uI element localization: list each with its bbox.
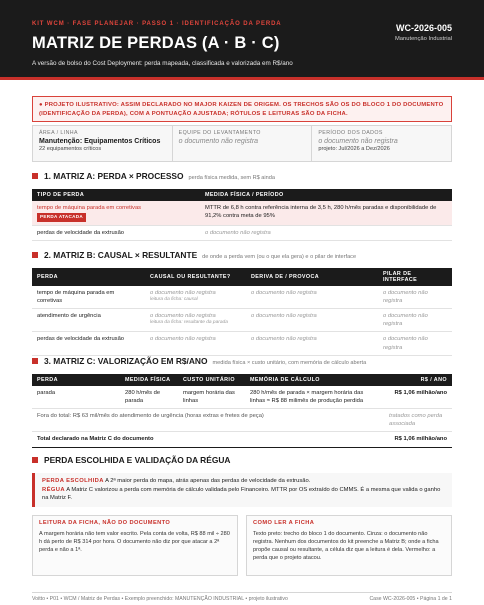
table-cell: tratados como perda associada [384,409,452,432]
total-row [32,432,452,447]
meta-panel [32,125,452,162]
matrix-a-table [32,189,452,241]
ruler-label: RÉGUA [42,486,65,493]
table-cell: R$ 1,06 milhão/ano [384,386,452,409]
column-header: R$ / ANO [384,374,452,386]
meta-team [173,126,313,161]
table-cell: o documento não registra [200,225,452,240]
meta-period [312,126,451,161]
section-heading-b [32,250,356,260]
attacked-loss-badge: PERDA ATACADA [37,213,86,221]
table-cell: Total declarado na Matriz C do documento [32,432,384,447]
ruler-text: A Matriz C valorizou a perda com memória de cálculo validada pelo Financeiro. MTTR por OS extraído do CMMS. É a mesma que valida o ganho na Matriz F. [42,486,441,502]
meta-label: PERÍODO DOS DADOS [318,130,383,136]
column-header: MEDIDA FÍSICA [120,374,178,386]
table-row [32,409,452,432]
table-cell: Fora do total: R$ 63 mil/mês do atendimento de urgência (horas extras e fretes de peça) [32,409,384,432]
cell-value: o documento não registra [150,290,216,296]
ruler-line [42,486,445,503]
illustrative-warning: ● PROJETO ILUSTRATIVO: ASSIM DECLARADO NO MAJOR KAIZEN DE ORIGEM. OS TRECHOS SÃO OS DO BLOCO 1 DO DOCUMENTO (IDENTIFICAÇÃO DA PERDA), COM A PONTUAÇÃO AJUSTADA; RÓTULOS E LEITURAS SÃO DA FICHA. [32,96,452,122]
page-subtitle: A versão de bolso do Cost Deployment: perda mapeada, classificada e valorizada em R$/ano [32,60,293,67]
document-area: Manutenção Industrial [394,36,452,42]
section-marker [32,358,38,364]
table-header [32,189,452,201]
table-cell: parada [32,386,120,409]
header [0,0,484,80]
table-cell: o documento não registra [145,332,246,355]
table-header [32,268,452,286]
section-marker [32,173,38,179]
column-header: CUSTO UNITÁRIO [178,374,245,386]
table-cell: perdas de velocidade da extrusão [32,225,200,240]
table-cell: 280 h/mês de parada × margem horária das linhas ≈ R$ 88 milimês de produção perdida [245,386,384,409]
section-title: 3. MATRIZ C: VALORIZAÇÃO EM R$/ANO [44,356,208,366]
table-cell: o documento não registra [378,332,452,355]
meta-area [33,126,173,161]
meta-note: projeto: Jul/2026 a Dez/2026 [318,146,390,152]
column-header: MEMÓRIA DE CÁLCULO [245,374,384,386]
column-header: CAUSAL OU RESULTANTE? [145,268,246,286]
meta-label: EQUIPE DO LEVANTAMENTO [178,130,261,136]
table-row [32,286,452,309]
table-cell: o documento não registra [378,309,452,332]
footer [32,592,452,602]
table-header [32,374,452,386]
table-cell: MTTR de 6,8 h contra referência interna de 3,5 h, 280 h/mês paradas e disponibilidade de 91,2% contra meta de 95% [200,201,452,225]
table-cell: perdas de velocidade da extrusão [32,332,145,355]
section-note: perda física medida, sem R$ ainda [188,175,275,181]
table-cell: o documento não registra [246,309,378,332]
table-row [32,201,452,225]
table-row [32,332,452,355]
section-marker [32,252,38,258]
table-cell: margem horária das linhas [178,386,245,409]
column-header: PILAR DE INTERFACE [378,268,452,286]
table-cell: tempo de máquina parada em corretivas [32,286,145,309]
cell-note: leitura da ficha: resultante da parada [150,320,228,326]
column-header: DERIVA DE / PROVOCA [246,268,378,286]
section-note: medida física × custo unitário, com memória de cálculo aberta [212,360,367,366]
chosen-label: PERDA ESCOLHIDA [42,478,104,484]
meta-value: o documento não registra [178,138,259,145]
meta-note: 22 equipamentos críticos [39,146,102,152]
meta-value: o documento não registra [318,138,398,145]
footer-right: Case WC-2026-005 • Página 1 de 1 [369,596,452,602]
table-cell [32,201,200,225]
chosen-line [42,477,445,486]
footer-left: Voitto • P01 • WCM / Matriz de Perdas • Exemplo preenchido: MANUTENÇÃO INDUSTRIAL • projeto ilustrativo [32,596,288,602]
table-cell: R$ 1,06 milhão/ano [384,432,452,447]
section-marker [32,457,38,463]
reading-note-box [32,515,238,576]
table-cell: o documento não registra [246,286,378,309]
column-header: TIPO DE PERDA [32,189,200,201]
section-title: PERDA ESCOLHIDA E VALIDAÇÃO DA RÉGUA [44,455,231,465]
table-cell: o documento não registra [246,332,378,355]
table-cell [145,309,246,332]
page-title: MATRIZ DE PERDAS (A · B · C) [32,34,280,52]
column-header: PERDA [32,374,120,386]
box-title: COMO LER A FICHA [253,520,315,526]
section-title: 1. MATRIZ A: PERDA × PROCESSO [44,171,184,181]
matrix-c-table [32,374,452,448]
table-row [32,309,452,332]
section-note: de onde a perda vem (ou o que ela gera) e o pilar de interface [202,254,357,260]
section-heading-a [32,171,275,181]
table-cell [145,286,246,309]
how-to-read-box [246,515,452,576]
loss-type: tempo de máquina parada em corretivas [37,205,142,211]
box-text: Texto preto: trecho do bloco 1 do documento. Cinza: o documento não registra. Nenhum dos documentos do kit preenche a Matriz B; onde a ficha propõe causal ou resultante, a célula diz que a leitura é dela. Vermelho: a perda que o projeto atacou. [253,531,439,562]
section-title: 2. MATRIZ B: CAUSAL × RESULTANTE [44,250,198,260]
cell-value: o documento não registra [150,313,216,320]
kicker: KIT WCM · FASE PLANEJAR · PASSO 1 · IDENTIFICAÇÃO DA PERDA [32,21,282,27]
cell-note: leitura da ficha: causal [150,297,198,303]
document-id: WC-2026-005 [395,23,452,33]
table-cell: 280 h/mês de parada [120,386,178,409]
table-row [32,225,452,240]
column-header: MEDIDA FÍSICA / PERÍODO [200,189,452,201]
box-text: A margem horária não tem valor escrito. Pela conta de volta, R$ 88 mil ÷ 280 h dá perto de R$ 314 por hora. O documento não diz por que atacar a 2ª perda e não a 1ª. [39,531,230,554]
chosen-text: A 2ª maior perda do mapa, atrás apenas das perdas de velocidade da extrusão. [105,478,311,484]
chosen-loss-panel [32,473,452,507]
table-row [32,386,452,409]
matrix-b-table [32,268,452,356]
section-heading-chosen [32,455,235,465]
column-header: PERDA [32,268,145,286]
table-cell: atendimento de urgência [32,309,145,332]
box-title: LEITURA DA FICHA, NÃO DO DOCUMENTO [39,520,171,526]
section-heading-c [32,356,366,366]
table-cell: o documento não registra [378,286,452,309]
meta-value: Manutenção: Equipamentos Críticos [39,138,161,145]
meta-label: ÁREA / LINHA [39,130,78,136]
